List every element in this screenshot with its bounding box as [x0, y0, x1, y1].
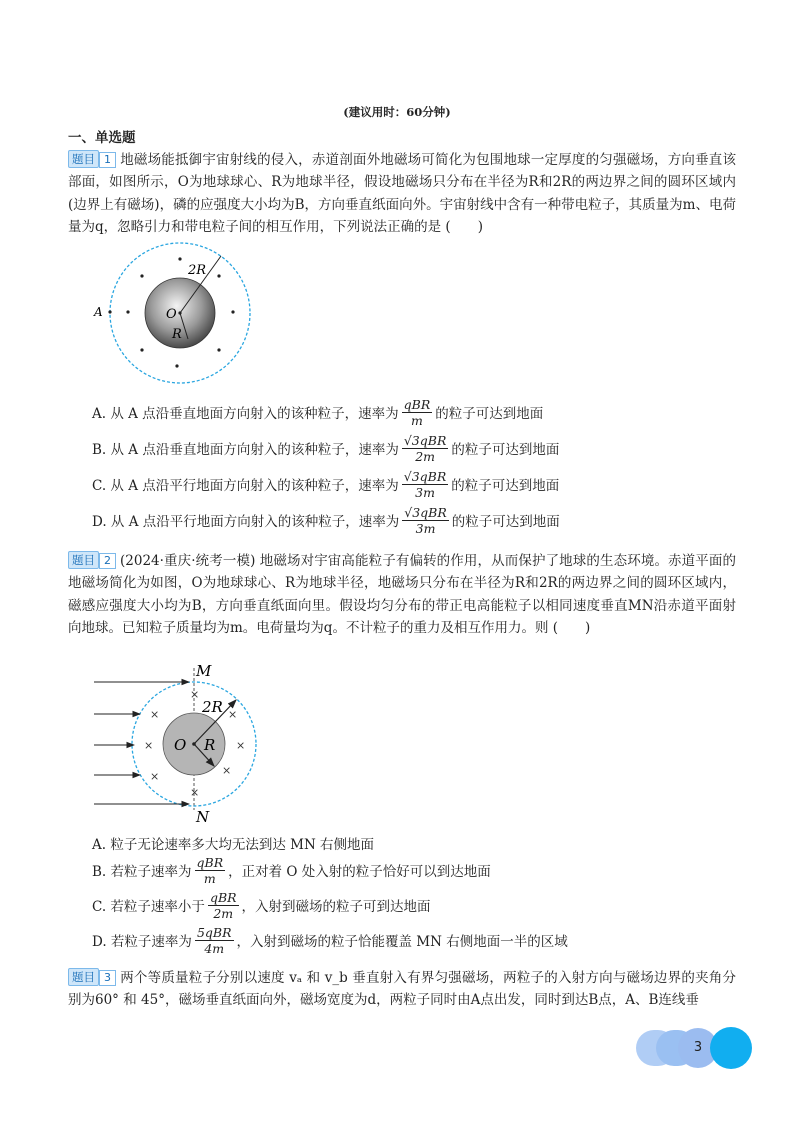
- q1-option-d[interactable]: D. 从 A 点沿平行地面方向射入的该种粒子，速率为 $\frac{\text{√3qBR}}{3m}$ 的粒子可达到地面: [92, 504, 560, 536]
- q1-option-a[interactable]: A. 从 A 点沿垂直地面方向射入的该种粒子，速率为 $\frac{\text{qBR}}{m}$ 的粒子可达到地面: [92, 396, 544, 428]
- section-title: 一、单选题: [68, 130, 136, 146]
- question-number: 1: [99, 152, 116, 168]
- q2-option-c[interactable]: C. 若粒子速率小于 $\frac{\text{qBR}}{2m}$ ，入射到磁场的粒子可到达地面: [92, 889, 431, 921]
- q1-option-b[interactable]: B. 从 A 点沿垂直地面方向射入的该种粒子，速率为 $\frac{\text{√3qBR}}{2m}$ 的粒子可达到地面: [92, 432, 560, 464]
- question-text: (2024·重庆·统考一模) 地磁场对宇宙高能粒子有偏转的作用，从而保护了地球的生态环境。赤道平面的地磁场简化为如图，O为地球球心、R为地球半径，地磁场只分布在半径为R和2R的两边界之间的圆环区域内，磁感应强度大小均为B，方向垂直纸面向里。假设均匀分布的带正电高能粒子以相同速度垂直MN沿赤道平面射向地球。已知粒子质量均为m。电荷量均为q。不计粒子的重力及相互作用力。则 ( ): [68, 553, 736, 637]
- question-2: [68, 550, 736, 640]
- time-hint: (建议用时：60分钟): [343, 105, 451, 119]
- fraction: $\frac{\text{5qBR}}{4m}$: [196, 924, 232, 956]
- svg-text:×: ×: [144, 739, 154, 752]
- question-text: 两个等质量粒子分别以速度 vₐ 和 v_b 垂直射入有界匀强磁场，两粒子的入射方向与磁场边界的夹角分别为60° 和 45°，磁场垂直纸面向外，磁场宽度为d，两粒子同时由A点出发，同时到达B点，A、B连线垂: [68, 970, 736, 1009]
- question-tag: 题目: [68, 968, 99, 986]
- question-tag: 题目: [68, 551, 99, 569]
- svg-text:×: ×: [228, 708, 238, 721]
- label-2R: 2R: [202, 698, 223, 716]
- fraction: $\frac{\text{qBR}}{m}$: [403, 396, 431, 428]
- page-number: 3: [693, 1040, 703, 1055]
- figure-1-earth-field: [88, 242, 268, 384]
- label-R: R: [172, 327, 182, 342]
- fraction: $\frac{\text{√3qBR}}{3m}$: [403, 468, 447, 500]
- label-O: O: [166, 307, 177, 322]
- question-number: 3: [99, 970, 116, 986]
- label-A: A: [94, 305, 103, 319]
- label-O: O: [174, 736, 187, 754]
- svg-text:×: ×: [150, 770, 160, 783]
- fraction: $\frac{\text{√3qBR}}{3m}$: [404, 504, 447, 536]
- svg-text:×: ×: [222, 764, 232, 777]
- question-3: [68, 967, 736, 1012]
- svg-text:×: ×: [190, 786, 200, 799]
- svg-text:×: ×: [190, 688, 200, 701]
- label-R: R: [204, 736, 216, 754]
- label-2R: 2R: [188, 263, 207, 278]
- question-1: [68, 149, 736, 239]
- svg-text:×: ×: [150, 708, 160, 721]
- q1-option-c[interactable]: C. 从 A 点沿平行地面方向射入的该种粒子，速率为 $\frac{\text{√3qBR}}{3m}$ 的粒子可达到地面: [92, 468, 560, 500]
- q2-option-a[interactable]: A. 粒子无论速率多大均无法到达 MN 右侧地面: [92, 837, 375, 853]
- q2-option-d[interactable]: D. 若粒子速率为 $\frac{\text{5qBR}}{4m}$ ，入射到磁场的粒子恰能覆盖 MN 右侧地面一半的区域: [92, 924, 568, 956]
- question-tag: 题目: [68, 150, 99, 168]
- fraction: $\frac{\text{qBR}}{2m}$: [209, 889, 237, 921]
- q2-option-b[interactable]: B. 若粒子速率为 $\frac{\text{qBR}}{m}$ ，正对着 O 处入射的粒子恰好可以到达地面: [92, 854, 491, 886]
- fraction: $\frac{\text{√3qBR}}{2m}$: [403, 432, 447, 464]
- figure-2-earth-field: [88, 660, 268, 825]
- svg-text:×: ×: [236, 739, 246, 752]
- question-text: 地磁场能抵御宇宙射线的侵入，赤道剖面外地磁场可简化为包围地球一定厚度的匀强磁场，方向垂直该部面，如图所示，O为地球球心、R为地球半径，假设地磁场只分布在半径为R和2R的两边界之间的圆环区域内 (边界上有磁场)，磷的应强度大小均为B，方向垂直纸面向外。宇宙射线中含有一种带电粒子，其质量为m、电荷量为q，忽略引力和带电粒子间的相互作用，下列说法正确的是 ( ): [68, 152, 736, 236]
- label-M: M: [196, 662, 212, 680]
- fraction: $\frac{\text{qBR}}{m}$: [196, 854, 224, 886]
- label-N: N: [196, 808, 210, 825]
- question-number: 2: [99, 553, 116, 569]
